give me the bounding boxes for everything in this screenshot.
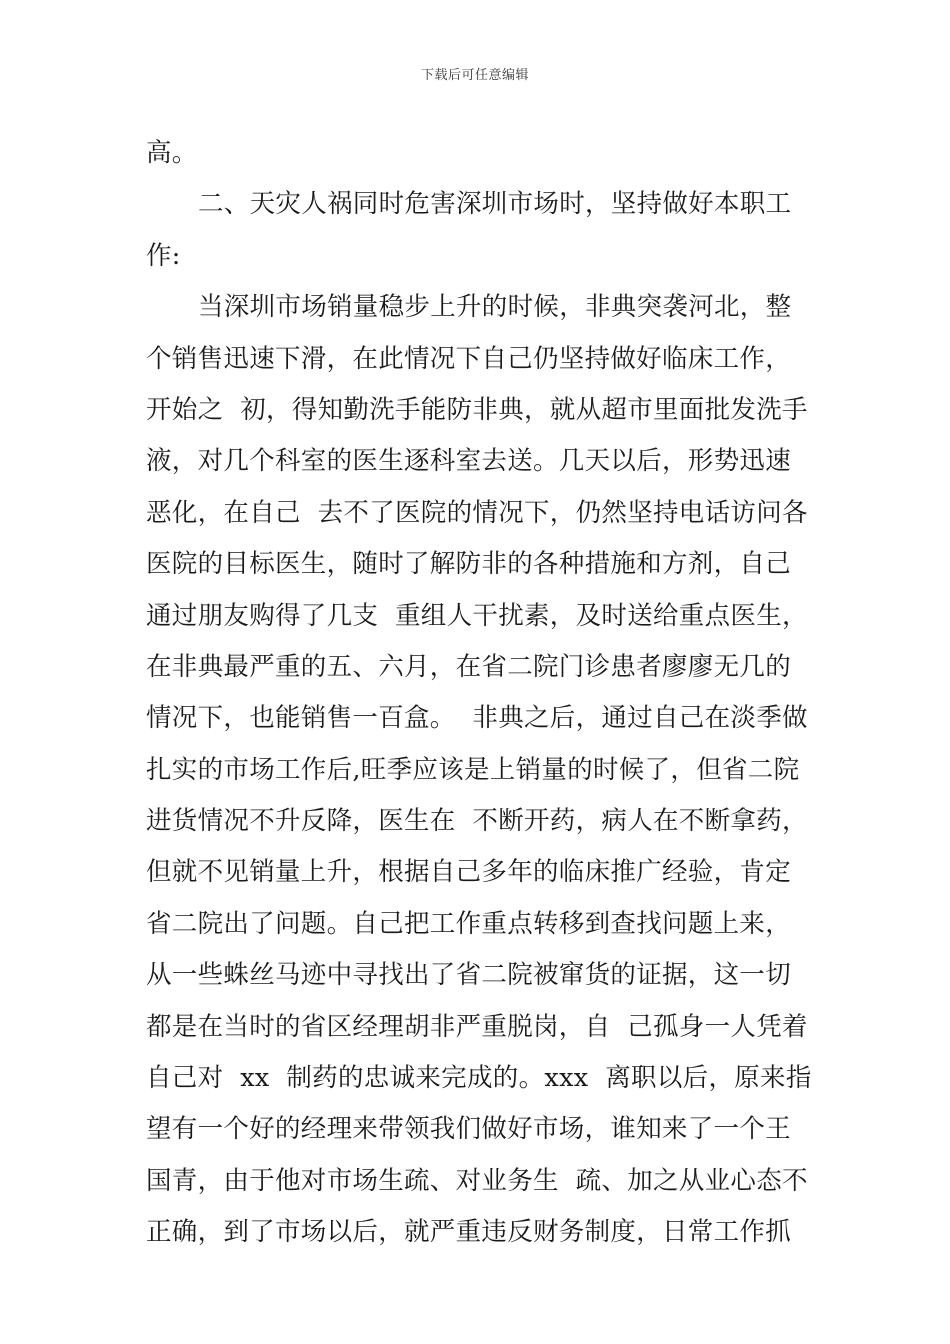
text-line: 恶化，在自己 去不了医院的情况下，仍然坚持电话访问各 [146, 497, 808, 528]
text-line: 望有一个好的经理来带领我们做好市场，谁知来了一个王 [146, 1114, 792, 1145]
text-line: 液，对几个科室的医生逐科室去送。几天以后，形势迅速 [146, 446, 792, 477]
text-line: 但就不见销量上升，根据自己多年的临床推广经验，肯定 [146, 857, 792, 888]
document-body [146, 128, 812, 1259]
text-line: 医院的目标医生，随时了解防非的各种措施和方剂，自己 [146, 549, 792, 580]
text-line: 通过朋友购得了几支 重组人干扰素，及时送给重点医生， [146, 600, 808, 631]
text-line: 省二院出了问题。自己把工作重点转移到查找问题上来， [146, 908, 792, 939]
text-line: 进货情况不升反降，医生在 不断开药，病人在不断拿药， [146, 806, 808, 837]
paragraph-heading: 二、天灾人祸同时危害深圳市场时，坚持做好本职工 [198, 189, 792, 220]
text-line: 高。 [146, 138, 198, 168]
text-line: 个销售迅速下滑，在此情况下自己仍坚持做好临床工作， [146, 343, 792, 374]
text-line: 作: [146, 240, 181, 271]
text-line: 正确，到了市场以后，就严重违反财务制度，日常工作抓 [146, 1217, 792, 1248]
text-line: 情况下，也能销售一百盒。 非典之后，通过自己在淡季做 [146, 703, 808, 734]
text-line: 在非典最严重的五、六月，在省二院门诊患者廖廖无几的 [146, 651, 792, 682]
text-line: 开始之 初，得知勤洗手能防非典，就从超市里面批发洗手 [146, 394, 808, 425]
text-line: 从一些蛛丝马迹中寻找出了省二院被窜货的证据，这一切 [146, 960, 792, 991]
text-line: 都是在当时的省区经理胡非严重脱岗，自 己孤身一人凭着 [146, 1011, 808, 1042]
paragraph-start: 当深圳市场销量稳步上升的时候，非典突袭河北，整 [198, 292, 792, 323]
text-line: 国青，由于他对市场生疏、对业务生 疏、加之从业心态不 [146, 1165, 808, 1196]
text-line: 扎实的市场工作后,旺季应该是上销量的时候了，但省二院 [146, 754, 800, 785]
text-line: 自己对 xx 制药的忠诚来完成的。xxx 离职以后，原来指 [146, 1063, 812, 1094]
page-header: 下载后可任意编辑 [420, 68, 529, 83]
